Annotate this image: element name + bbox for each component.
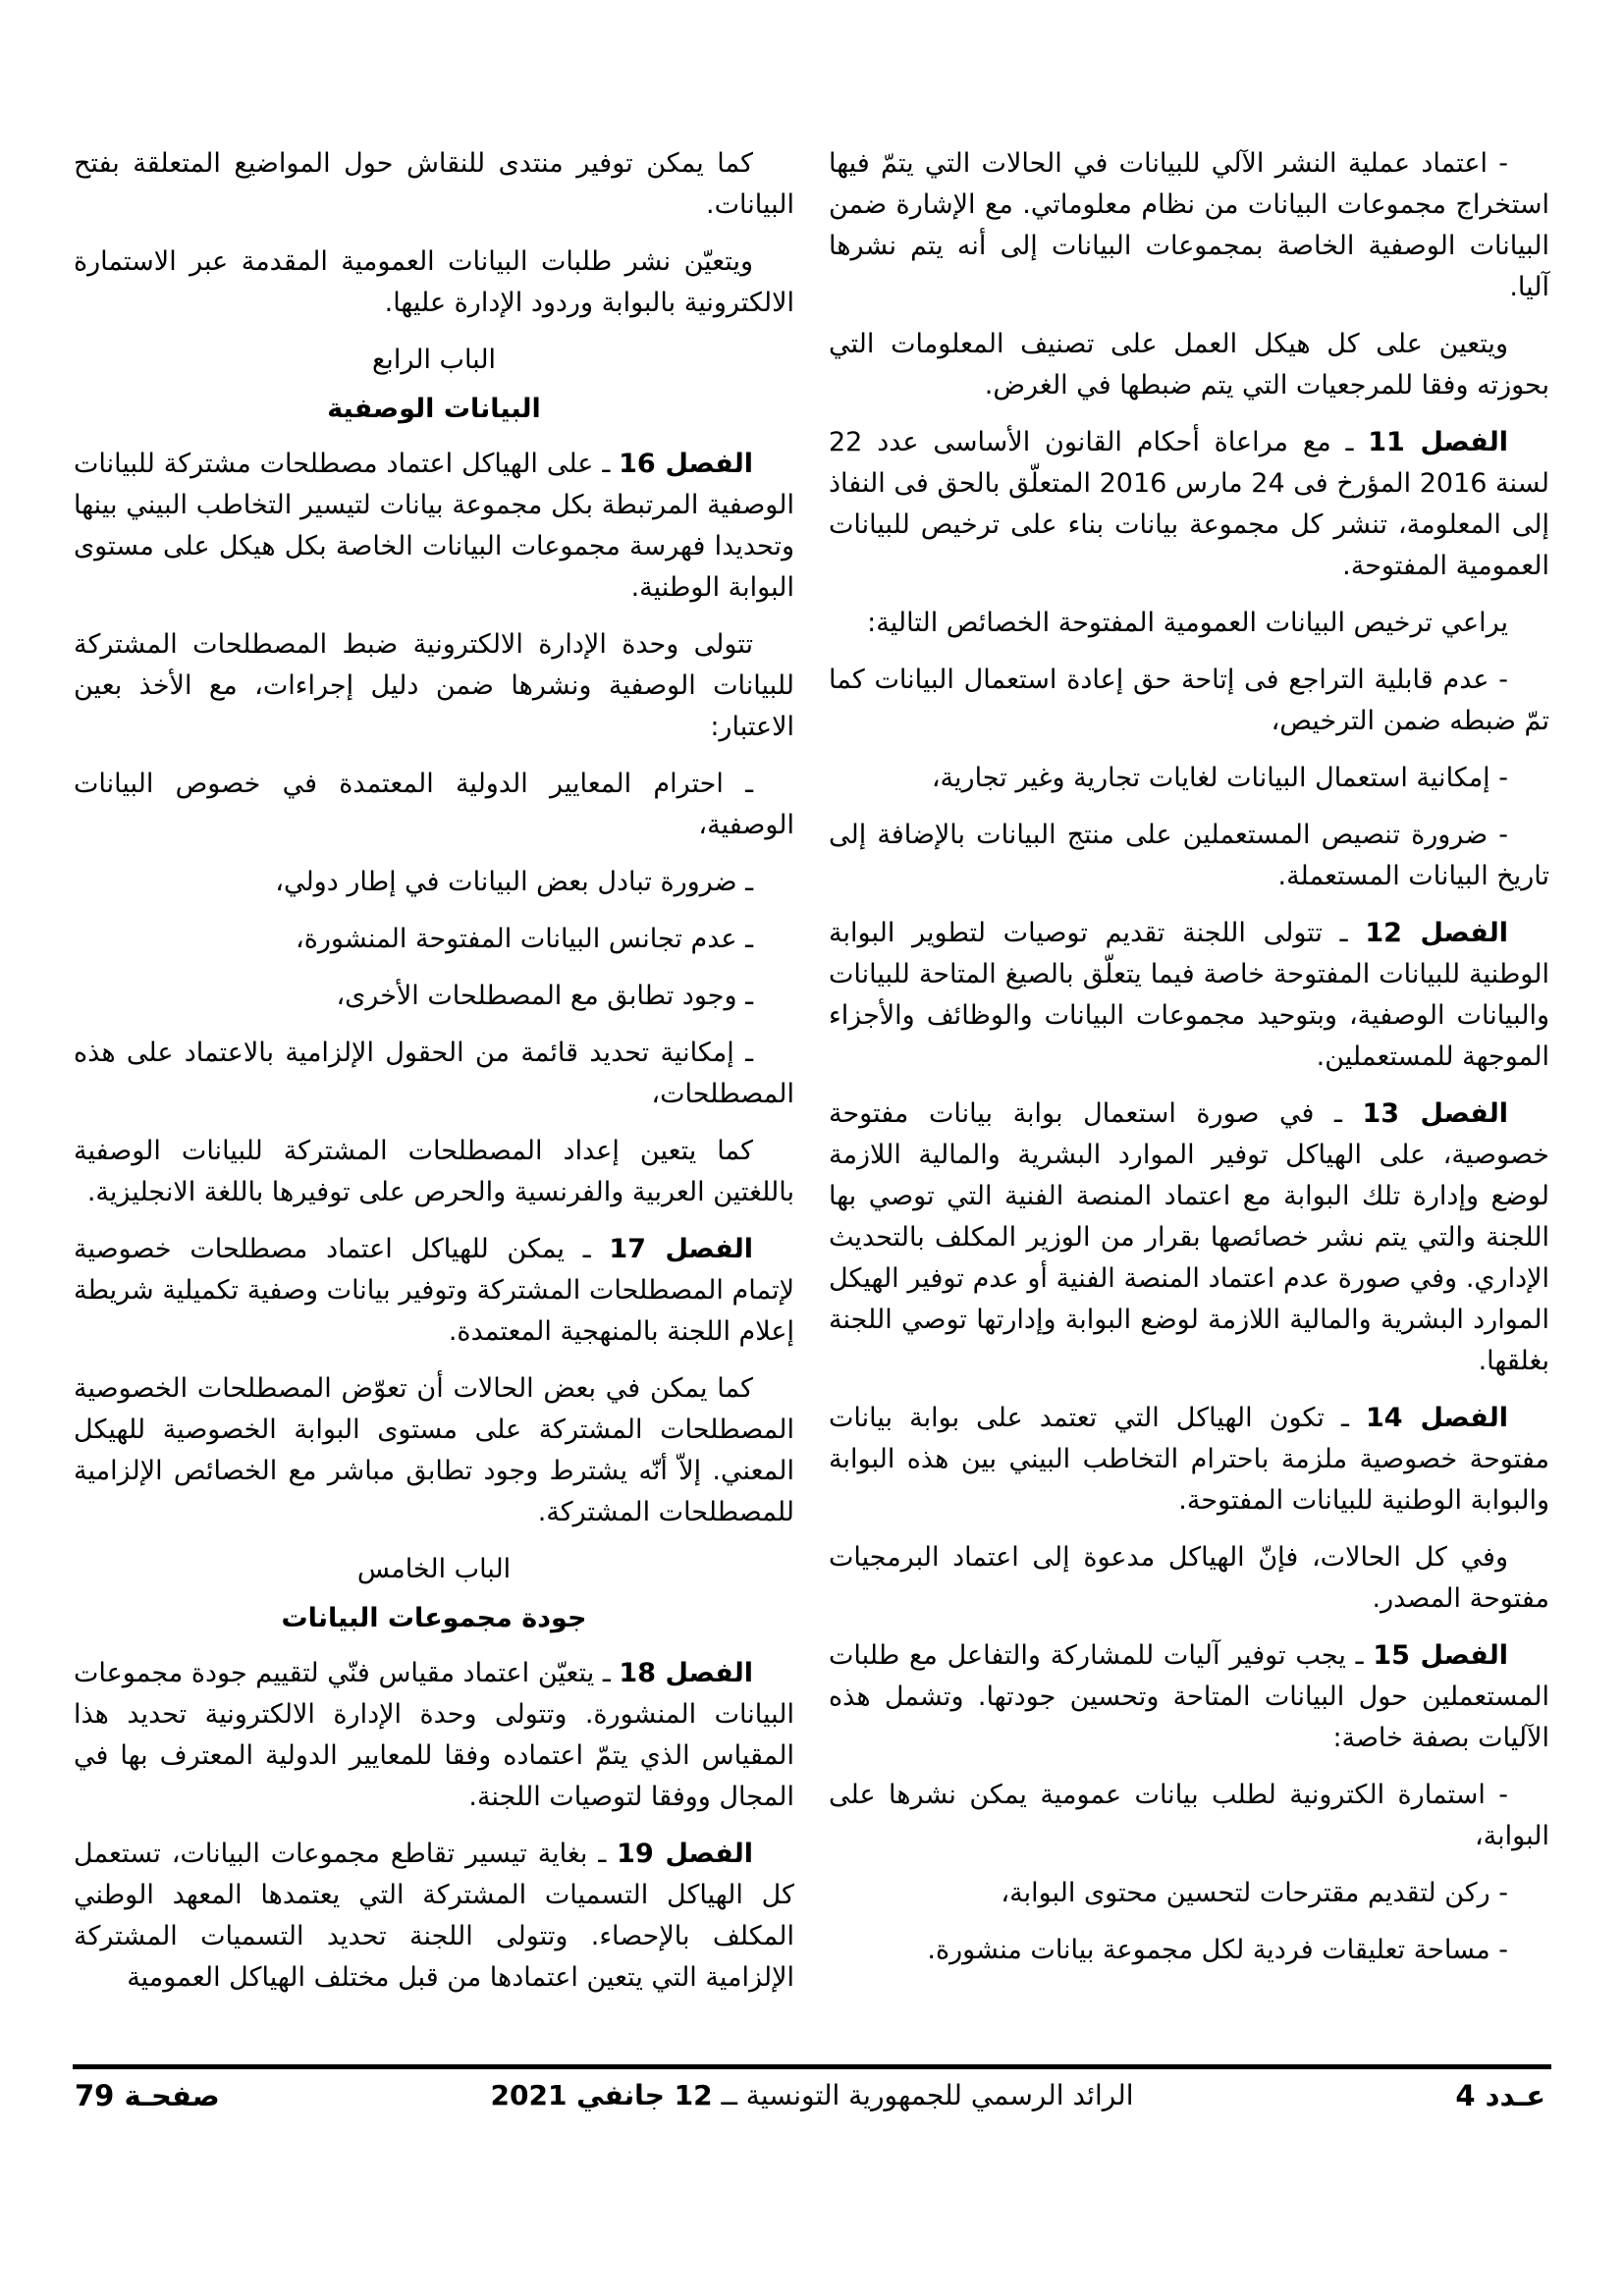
article-16-paragraph — [74, 444, 794, 609]
list-item: - استمارة الكترونية لطلب بيانات عمومية يمكن نشرها على البوابة، — [829, 1780, 1549, 1851]
article-19-text: ـ بغاية تيسير تقاطع مجموعات البيانات، تستعمل كل الهياكل التسميات المشتركة التي يعتمدها المعهد الوطني المكلف بالإحصاء. وتتولى اللجنة تحديد التسميات المشتركة الإلزامية التي يتعين اعتمادها من قبل مختلف الهياكل العمومية — [74, 1839, 794, 1993]
article-15-number: الفصل 15 — [1373, 1640, 1509, 1671]
article-17-number: الفصل 17 — [609, 1234, 753, 1264]
paragraph: ويتعين على كل هيكل العمل على تصنيف المعلومات التي بحوزته وفقا للمرجعيات التي يتم ضبطها في الغرض. — [829, 329, 1549, 400]
article-11-text: ـ مع مراعاة أحكام القانون الأساسى عدد 22 لسنة 2016 المؤرخ فى 24 مارس 2016 المتعلّق بالحق فى النفاذ إلى المعلومة، تنشر كل مجموعة بيانات بناء على ترخيص للبيانات العمومية المفتوحة. — [829, 427, 1549, 581]
article-14-text: ـ تكون الهياكل التي تعتمد على بوابة بيانات مفتوحة خصوصية ملزمة باحترام التخاطب البيني بين هذه البوابة والبوابة الوطنية للبيانات المفتوحة. — [829, 1403, 1549, 1516]
article-18-text: ـ يتعيّن اعتماد مقياس فنّي لتقييم جودة مجموعات البيانات المنشورة. وتتولى وحدة الإدارة الالكترونية تحديد هذا المقياس الذي يتمّ اعتماده وفقا للمعايير الدولية المعترف بها في المجال ووفقا لتوصيات اللجنة. — [74, 1658, 794, 1812]
section-heading-chapter-four: الباب الرابع — [371, 345, 497, 375]
article-15-paragraph — [829, 1635, 1549, 1759]
section-heading-chapter-five: الباب الخامس — [356, 1554, 512, 1584]
list-item: - اعتماد عملية النشر الآلي للبيانات في الحالات التي يتمّ فيها استخراج مجموعات البيانات من نظام معلوماتي. مع الإشارة ضمن البيانات الوصفية الخاصة بمجموعات البيانات إلى أنه يتم نشرها آليا. — [829, 148, 1549, 302]
list-item: ـ عدم تجانس البيانات المفتوحة المنشورة، — [295, 924, 753, 954]
footer-journal-name: الرائد الرسمي للجمهورية التونسية ــ — [721, 2079, 1134, 2111]
article-16-number: الفصل 16 — [619, 449, 753, 479]
section-title-data-quality: جودة مجموعات البيانات — [281, 1603, 587, 1633]
list-item: - عدم قابلية التراجع فى إتاحة حق إعادة استعمال البيانات كما تمّ ضبطه ضمن الترخيص، — [829, 665, 1549, 736]
left-column — [74, 143, 794, 2014]
footer-page-number: صفحـة 79 — [75, 2079, 220, 2112]
paragraph: تتولى وحدة الإدارة الالكترونية ضبط المصطلحات المشتركة للبيانات الوصفية ونشرها ضمن دليل إجراءات، مع الأخذ بعين الاعتبار: — [74, 629, 794, 742]
article-19-number: الفصل 19 — [617, 1839, 753, 1869]
list-item: ـ ضرورة تبادل بعض البيانات في إطار دولي، — [275, 867, 753, 897]
list-item: - ضرورة تنصيص المستعملين على منتج البيانات بالإضافة إلى تاريخ البيانات المستعملة. — [829, 820, 1549, 891]
article-11-number: الفصل 11 — [1368, 427, 1508, 457]
article-13-text: ـ في صورة استعمال بوابة بيانات مفتوحة خصوصية، على الهياكل توفير الموارد البشرية والمالية اللازمة لوضع وإدارة تلك البوابة مع اعتماد المنصة الفنية التي توصي بها اللجنة والتي يتم نشر خصائصها بقرار من الوزير المكلف بالتحديث الإداري. وفي صورة عدم اعتماد المنصة الفنية أو عدم توفير الهيكل الموارد البشرية والمالية اللازمة لوضع البوابة وإدارتها توصي اللجنة بغلقها. — [829, 1098, 1549, 1376]
paragraph: يراعي ترخيص البيانات العمومية المفتوحة الخصائص التالية: — [867, 608, 1508, 638]
article-17-text: ـ يمكن للهياكل اعتماد مصطلحات خصوصية لإتمام المصطلحات المشتركة وتوفير بيانات وصفية تكميلية شريطة إعلام اللجنة بالمنهجية المعتمدة. — [74, 1234, 794, 1347]
article-15-text: ـ يجب توفير آليات للمشاركة والتفاعل مع طلبات المستعملين حول البيانات المتاحة وتحسين جودتها. وتشمل هذه الآليات بصفة خاصة: — [829, 1640, 1549, 1753]
article-14-paragraph — [829, 1398, 1549, 1522]
list-item: ـ احترام المعايير الدولية المعتمدة في خصوص البيانات الوصفية، — [74, 769, 794, 840]
article-19-paragraph — [74, 1834, 794, 1999]
list-item: ـ وجود تطابق مع المصطلحات الأخرى، — [336, 981, 753, 1011]
article-12-paragraph — [829, 913, 1549, 1078]
article-13-paragraph — [829, 1094, 1549, 1382]
right-column — [829, 143, 1549, 1987]
list-item: - ركن لتقديم مقترحات لتحسين محتوى البوابة، — [1001, 1878, 1508, 1908]
paragraph: كما يمكن توفير منتدى للنقاش حول المواضيع المتعلقة بفتح البيانات. — [74, 148, 794, 220]
paragraph: كما يتعين إعداد المصطلحات المشتركة للبيانات الوصفية باللغتين العربية والفرنسية والحرص على توفيرها باللغة الانجليزية. — [74, 1136, 794, 1207]
list-item: - مساحة تعليقات فردية لكل مجموعة بيانات منشورة. — [927, 1935, 1508, 1965]
article-14-number: الفصل 14 — [1365, 1403, 1508, 1433]
article-18-number: الفصل 18 — [619, 1658, 753, 1688]
footer-date: 12 جانفي 2021 — [490, 2079, 713, 2111]
paragraph: ويتعيّن نشر طلبات البيانات العمومية المقدمة عبر الاستمارة الالكترونية بالبوابة وردود الإدارة عليها. — [74, 246, 794, 318]
article-18-paragraph — [74, 1653, 794, 1818]
article-12-text: ـ تتولى اللجنة تقديم توصيات لتطوير البوابة الوطنية للبيانات المفتوحة خاصة فيما يتعلّق بالصيغ المتاحة للبيانات والبيانات الوصفية، وبتوحيد مجموعات البيانات والوظائف والأجزاء الموجهة للمستعملين. — [829, 918, 1549, 1072]
paragraph: وفي كل الحالات، فإنّ الهياكل مدعوة إلى اعتماد البرمجيات مفتوحة المصدر. — [829, 1542, 1549, 1614]
list-item: - إمكانية استعمال البيانات لغايات تجارية وغير تجارية، — [931, 763, 1508, 793]
article-13-number: الفصل 13 — [1362, 1098, 1508, 1129]
section-title-metadata: البيانات الوصفية — [327, 394, 541, 424]
article-17-paragraph — [74, 1229, 794, 1353]
footer-journal-title — [196, 2079, 1428, 2111]
paragraph: كما يمكن في بعض الحالات أن تعوّض المصطلحات الخصوصية المصطلحات المشتركة على مستوى البوابة الخصوصية للهيكل المعني. إلاّ أنّه يشترط وجود تطابق مباشر مع الخصائص الإلزامية للمصطلحات المشتركة. — [74, 1373, 794, 1527]
list-item: ـ إمكانية تحديد قائمة من الحقول الإلزامية بالاعتماد على هذه المصطلحات، — [74, 1038, 794, 1109]
article-16-text: ـ على الهياكل اعتماد مصطلحات مشتركة للبيانات الوصفية المرتبطة بكل مجموعة بيانات لتيسير التخاطب البيني بينها وتحديدا فهرسة مجموعات البيانات الخاصة بكل هيكل على مستوى البوابة الوطنية. — [74, 449, 794, 603]
article-11-paragraph — [829, 422, 1549, 587]
footer-issue-number: عـدد 4 — [1455, 2079, 1545, 2112]
article-12-number: الفصل 12 — [1365, 918, 1508, 948]
footer-divider — [73, 2064, 1551, 2069]
